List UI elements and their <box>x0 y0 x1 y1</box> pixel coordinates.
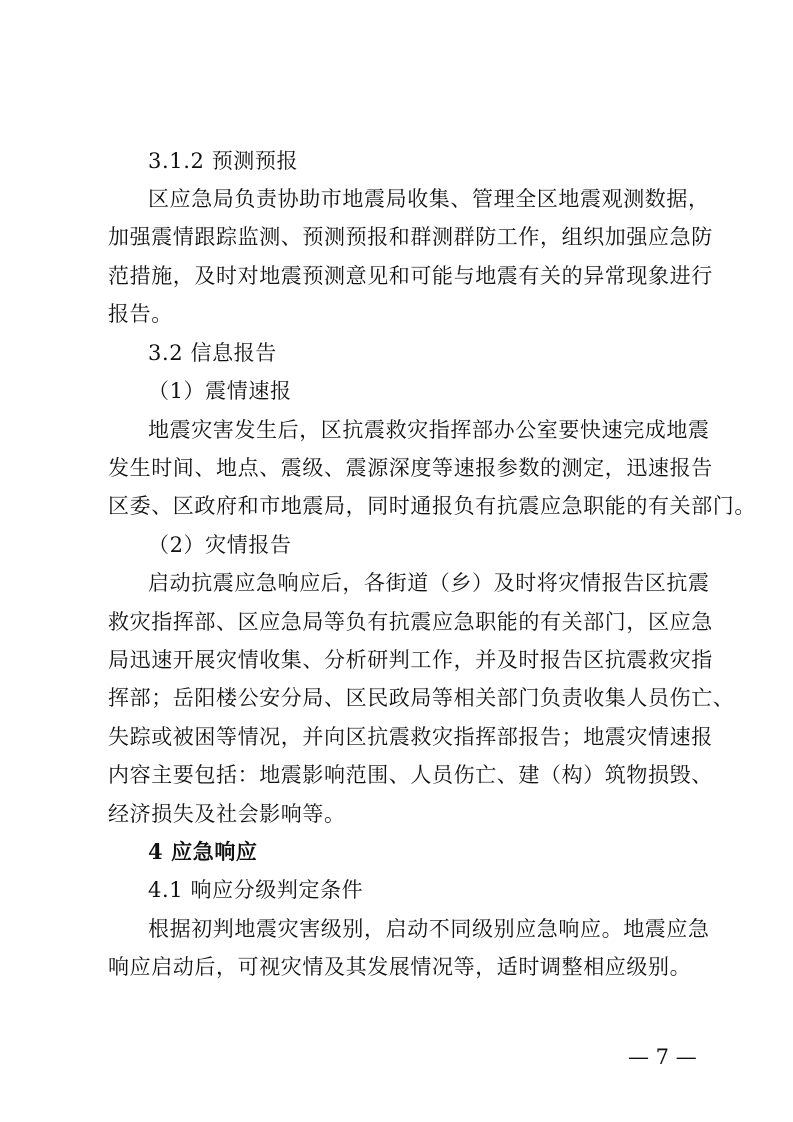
section-heading-3-1-2: 3.1.2 预测预报 <box>148 149 299 173</box>
paragraph-line: 区委、区政府和市地震局，同时通报负有抗震应急职能的有关部门。 <box>108 494 756 518</box>
section-heading-3-2: 3.2 信息报告 <box>148 341 277 365</box>
paragraph-line: 局迅速开展灾情收集、分析研判工作，并及时报告区抗震救灾指 <box>108 648 713 672</box>
paragraph-line: 失踪或被困等情况，并向区抗震救灾指挥部报告；地震灾情速报 <box>108 725 713 749</box>
paragraph-line: 挥部；岳阳楼公安分局、区民政局等相关部门负责收集人员伤亡、 <box>108 686 735 710</box>
paragraph-line: 根据初判地震灾害级别，启动不同级别应急响应。地震应急 <box>148 917 710 941</box>
page-number: — 7 — <box>628 1045 697 1069</box>
paragraph-line: 响应启动后，可视灾情及其发展情况等，适时调整相应级别。 <box>108 955 692 979</box>
paragraph-line: 报告。 <box>108 302 173 326</box>
paragraph-line: 发生时间、地点、震级、震源深度等速报参数的测定，迅速报告 <box>108 456 713 480</box>
paragraph-line: 地震灾害发生后，区抗震救灾指挥部办公室要快速完成地震 <box>148 418 710 442</box>
paragraph-line: 内容主要包括：地震影响范围、人员伤亡、建（构）筑物损毁、 <box>108 763 713 787</box>
paragraph-line: 区应急局负责协助市地震局收集、管理全区地震观测数据， <box>148 187 710 211</box>
paragraph-line: 范措施，及时对地震预测意见和可能与地震有关的异常现象进行 <box>108 264 713 288</box>
subsection-title-disaster-report: （2）灾情报告 <box>148 533 292 557</box>
subsection-title-earthquake-report: （1）震情速报 <box>148 379 292 403</box>
paragraph-line: 加强震情跟踪监测、预测预报和群测群防工作，组织加强应急防 <box>108 225 713 249</box>
paragraph-line: 启动抗震应急响应后，各街道（乡）及时将灾情报告区抗震 <box>148 571 710 595</box>
section-heading-4-1: 4.1 响应分级判定条件 <box>148 878 364 902</box>
paragraph-line: 救灾指挥部、区应急局等负有抗震应急职能的有关部门，区应急 <box>108 610 713 634</box>
section-heading-4: 4 应急响应 <box>148 839 258 864</box>
paragraph-line: 经济损失及社会影响等。 <box>108 802 346 826</box>
